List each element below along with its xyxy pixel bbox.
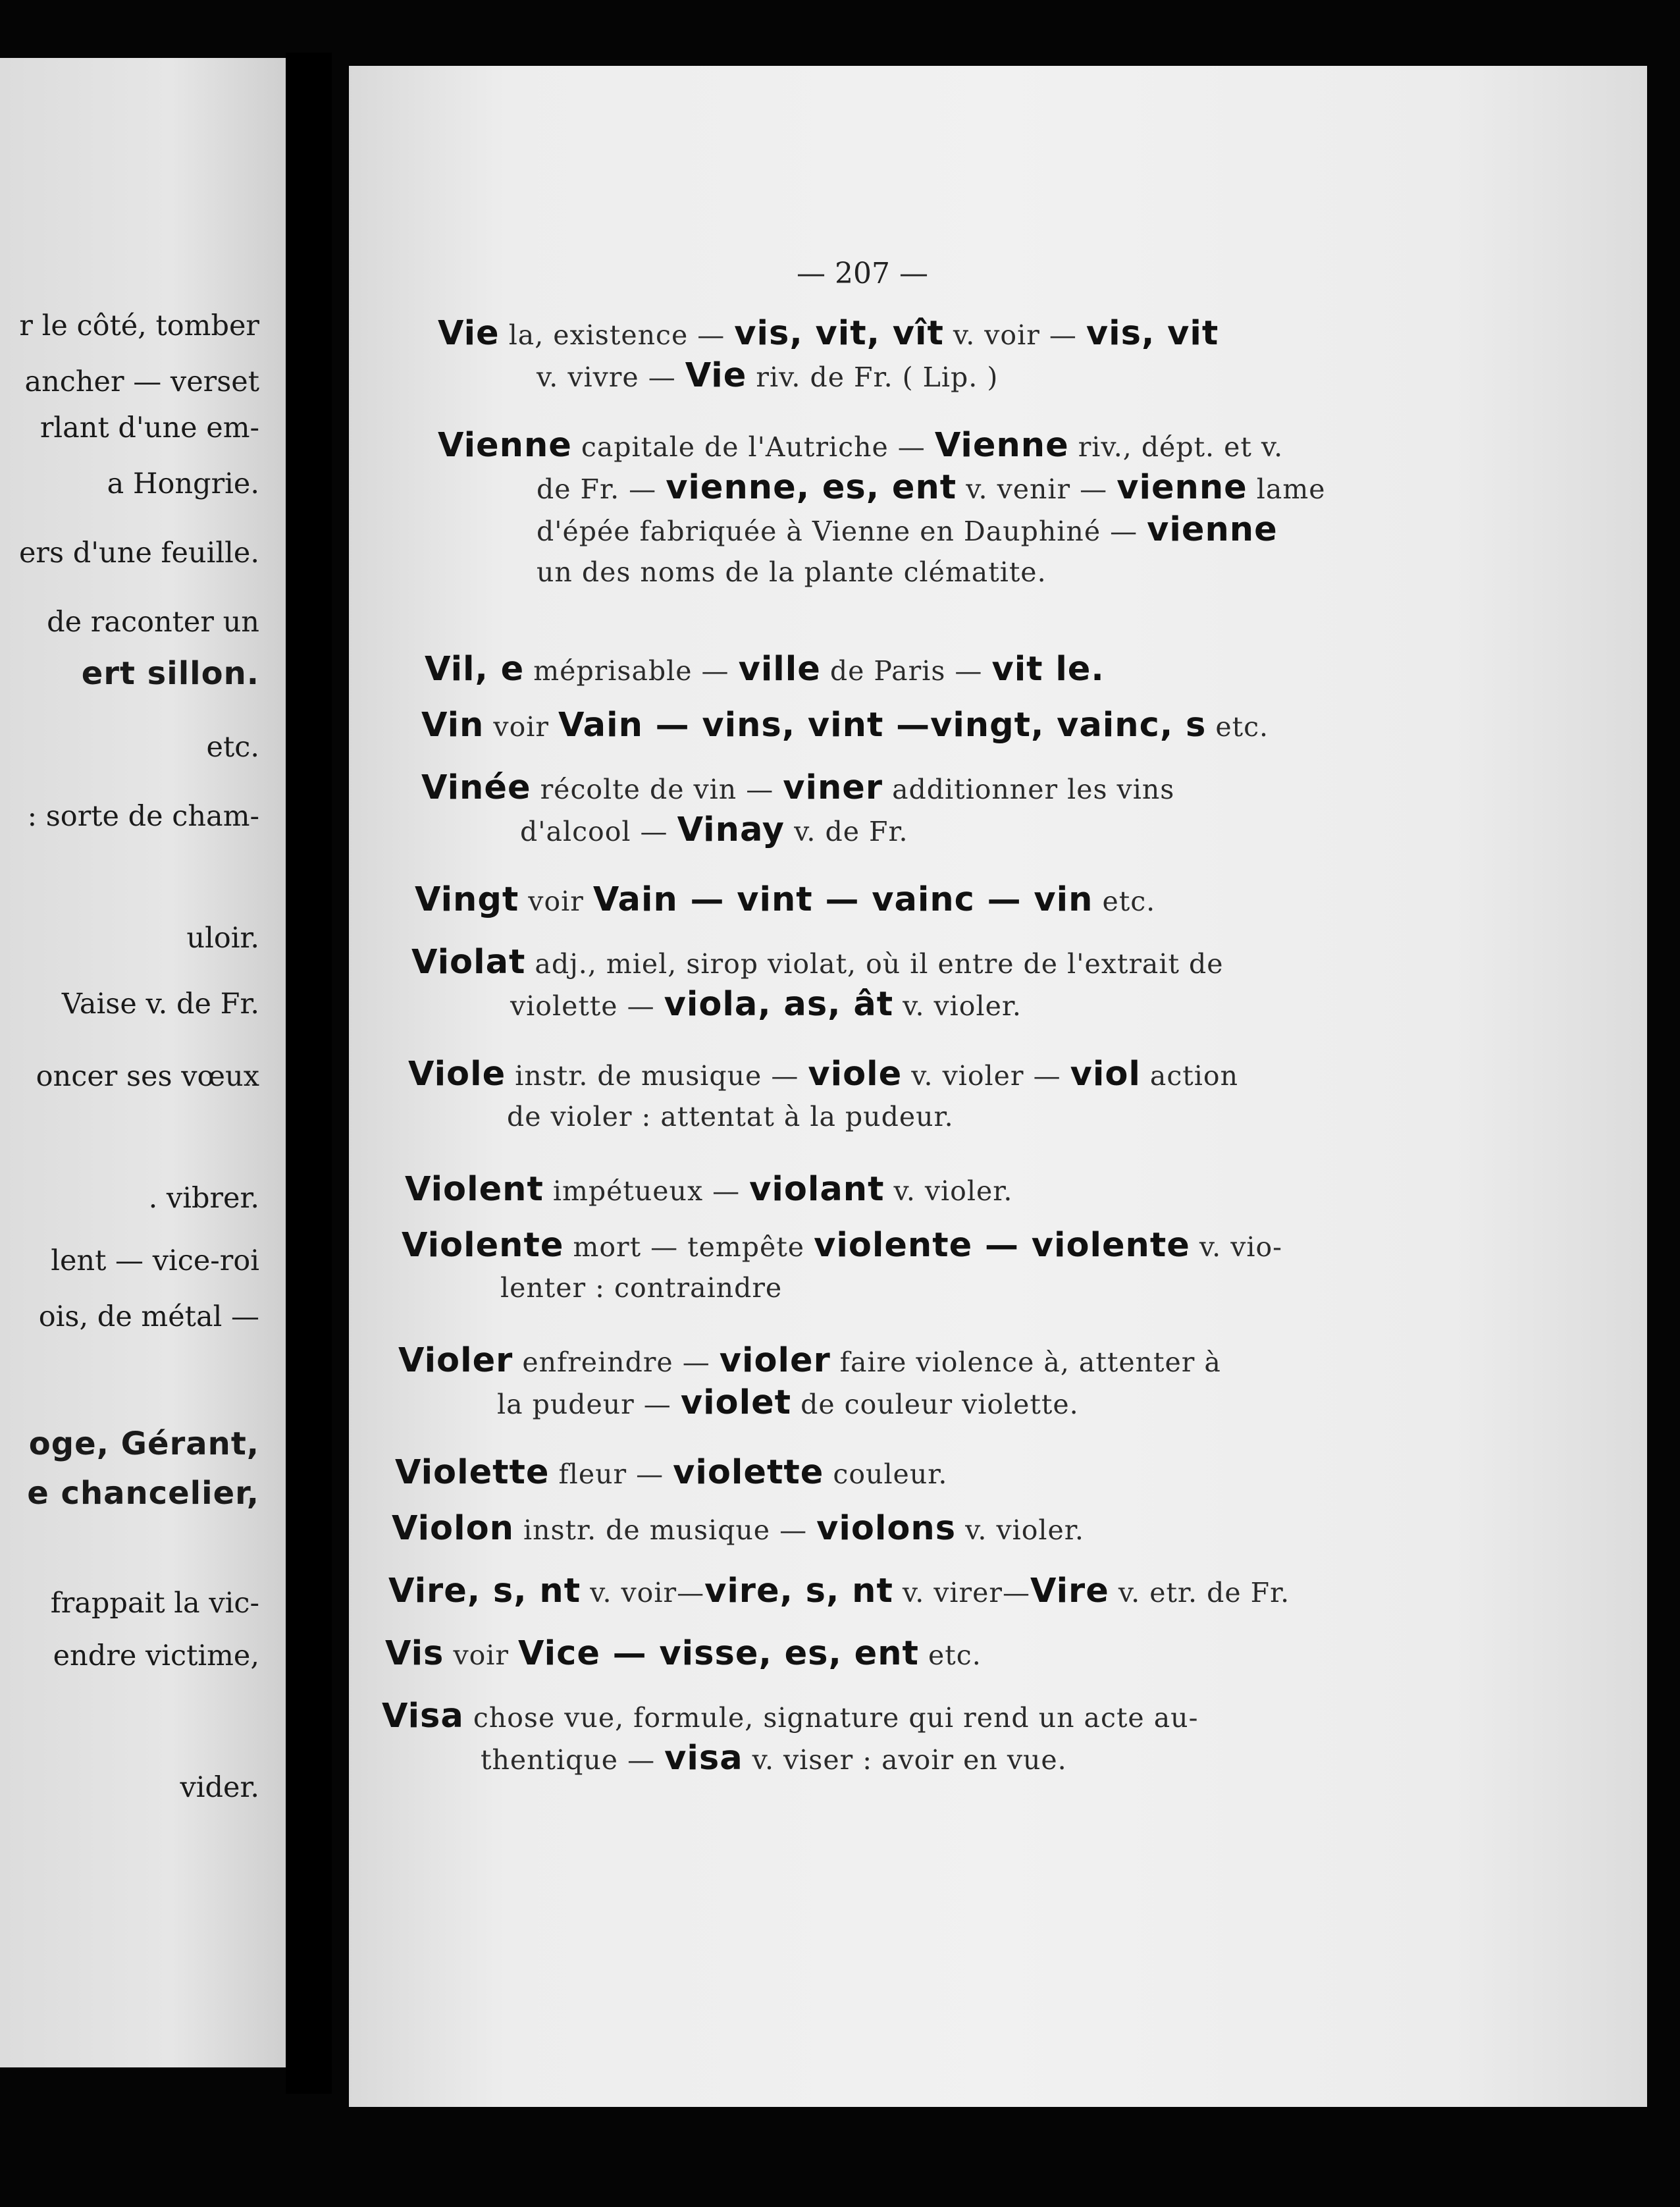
dictionary-entry (425, 649, 1386, 691)
headword: violant (749, 1170, 885, 1209)
definition-text: v. violer. (893, 990, 1022, 1022)
dictionary-entry (421, 767, 1382, 851)
entry-first-line (405, 1169, 1366, 1211)
definition-text: de Paris — (820, 655, 992, 687)
definition-text: v. viser : avoir en vue. (743, 1744, 1067, 1776)
left-page-line: vider. (180, 1771, 259, 1804)
dictionary-entry (385, 1633, 1346, 1675)
left-page-line: r le côté, tomber (19, 309, 259, 342)
headword: Vinay (677, 811, 785, 849)
entry-continuation-line (438, 355, 1399, 397)
headword: vienne (1147, 510, 1278, 549)
left-page-line: ert sillon. (81, 655, 259, 692)
entry-first-line (411, 942, 1373, 984)
definition-text: lenter : contraindre (500, 1272, 783, 1304)
book-spine (286, 53, 332, 2094)
dictionary-entry (405, 1169, 1366, 1211)
headword: Violette (395, 1453, 550, 1492)
definition-text: la, existence — (499, 319, 735, 351)
definition-text: riv., dépt. et v. (1068, 431, 1284, 463)
definition-text: méprisable — (524, 655, 739, 687)
headword: violette (673, 1453, 824, 1492)
definition-text: v. violer. (956, 1514, 1084, 1546)
definition-text: violette — (510, 990, 664, 1022)
headword: Vingt (415, 880, 519, 919)
definition-text: etc. (1093, 886, 1156, 917)
definition-text: couleur. (824, 1458, 948, 1490)
entry-continuation-line (438, 467, 1399, 509)
headword: Violat (411, 943, 526, 982)
dictionary-entry (382, 1695, 1343, 1780)
headword: vis, vit (1086, 314, 1219, 353)
entry-first-line (402, 1225, 1363, 1267)
left-page-line: oge, Gérant, (28, 1425, 259, 1462)
definition-text: voir (484, 711, 558, 743)
definition-text: thentique — (481, 1744, 665, 1776)
entry-first-line (392, 1508, 1353, 1550)
definition-text: riv. de Fr. ( Lip. ) (747, 361, 999, 393)
entry-first-line (385, 1633, 1346, 1675)
left-page-line: . vibrer. (148, 1182, 259, 1215)
left-page-line: : sorte de cham- (27, 800, 259, 833)
headword: Vice — visse, es, ent (518, 1634, 919, 1673)
headword: Viole (408, 1055, 506, 1094)
headword: Violent (405, 1170, 544, 1209)
headword: Vie (685, 356, 747, 395)
dictionary-entry (398, 1340, 1359, 1424)
headword: Vire (1030, 1572, 1109, 1610)
definition-text: lame (1247, 473, 1326, 505)
left-page-line: ancher — verset (24, 365, 259, 398)
entry-first-line (408, 1053, 1369, 1096)
entry-continuation-line (438, 551, 1399, 593)
headword: Visa (382, 1697, 464, 1736)
definition-text: d'épée fabriquée à Vienne en Dauphiné — (537, 516, 1147, 547)
headword: Vienne (934, 426, 1069, 465)
definition-text: v. violer. (884, 1175, 1013, 1207)
left-page-line: rlant d'une em- (39, 412, 259, 444)
entry-continuation-line (411, 984, 1373, 1026)
definition-text: d'alcool — (520, 816, 677, 847)
definition-text: impétueux — (543, 1175, 750, 1207)
dictionary-entry (438, 425, 1399, 593)
definition-text: mort — tempête (564, 1231, 814, 1263)
headword: Vain — vins, vint —vingt, vainc, s (558, 706, 1207, 745)
definition-text: v. venir — (957, 473, 1117, 505)
definition-text: additionner les vins (883, 774, 1175, 805)
definition-text: la pudeur — (497, 1389, 681, 1420)
entry-first-line (421, 767, 1382, 809)
entry-continuation-line (438, 509, 1399, 551)
definition-text: enfreindre — (513, 1346, 720, 1378)
dictionary-entry (411, 942, 1373, 1026)
left-page-line: Vaise v. de Fr. (61, 988, 259, 1021)
definition-text: faire violence à, attenter à (830, 1346, 1221, 1378)
headword: vire, s, nt (704, 1572, 893, 1610)
dictionary-entry (402, 1225, 1363, 1309)
headword: Violente (402, 1226, 564, 1265)
headword: viol (1070, 1055, 1141, 1094)
headword: visa (664, 1739, 743, 1778)
left-page-line: a Hongrie. (107, 467, 259, 500)
entry-continuation-line (402, 1267, 1363, 1309)
definition-text: voir (444, 1639, 519, 1671)
definition-text: instr. de musique — (513, 1514, 817, 1546)
entry-continuation-line (421, 809, 1382, 851)
dictionary-entry (392, 1508, 1353, 1550)
headword: violente — violente (814, 1226, 1190, 1265)
definition-text: instr. de musique — (506, 1060, 808, 1092)
headword: Vienne (438, 426, 572, 465)
left-page (0, 58, 286, 2067)
headword: Vie (438, 314, 500, 353)
definition-text: de couleur violette. (791, 1389, 1079, 1420)
definition-text: action (1140, 1060, 1238, 1092)
left-page-line: uloir. (186, 922, 259, 955)
headword: vit le. (991, 650, 1105, 689)
page-number: — 207 — (797, 257, 928, 290)
headword: Vis (385, 1634, 444, 1673)
definition-text: v. vivre — (537, 361, 685, 393)
left-page-line: oncer ses vœux (36, 1060, 259, 1093)
headword: vienne, es, ent (666, 468, 957, 507)
headword: viole (808, 1055, 903, 1094)
definition-text: v. de Fr. (785, 816, 908, 847)
dictionary-entry (438, 313, 1399, 397)
entry-continuation-line (398, 1382, 1359, 1424)
entry-continuation-line (382, 1738, 1343, 1780)
definition-text: v. voir — (943, 319, 1086, 351)
left-page-line: de raconter un (47, 606, 259, 639)
dictionary-entry (415, 879, 1376, 921)
definition-text: récolte de vin — (531, 774, 783, 805)
left-page-line: ois, de métal — (38, 1300, 259, 1333)
definition-text: un des noms de la plante clématite. (537, 556, 1047, 588)
entry-first-line (398, 1340, 1359, 1382)
dictionary-entry (388, 1570, 1350, 1612)
entry-first-line (438, 313, 1399, 355)
headword: Vil, e (425, 650, 525, 689)
left-page-line: frappait la vic- (50, 1587, 259, 1620)
headword: Vin (421, 706, 485, 745)
definition-text: capitale de l'Autriche — (571, 431, 935, 463)
left-page-line: lent — vice-roi (51, 1244, 259, 1277)
dictionary-entry (421, 705, 1382, 747)
entry-first-line (425, 649, 1386, 691)
entry-first-line (382, 1695, 1343, 1738)
definition-text: v. violer — (902, 1060, 1070, 1092)
dictionary-entry (408, 1053, 1369, 1138)
definition-text: v. vio- (1190, 1231, 1283, 1263)
entry-continuation-line (408, 1096, 1369, 1138)
headword: violer (719, 1341, 831, 1380)
right-page (349, 66, 1647, 2107)
definition-text: etc. (918, 1639, 982, 1671)
definition-text: v. virer— (893, 1577, 1030, 1609)
definition-text: v. etr. de Fr. (1109, 1577, 1290, 1609)
headword: Violon (392, 1509, 514, 1548)
headword: viner (783, 768, 883, 807)
definition-text: chose vue, formule, signature qui rend un acte au- (463, 1702, 1199, 1734)
left-page-line: etc. (206, 731, 259, 764)
headword: violet (680, 1383, 792, 1422)
definition-text: de violer : attentat à la pudeur. (507, 1101, 954, 1132)
dictionary-entry (395, 1452, 1356, 1494)
headword: violons (816, 1509, 957, 1548)
definition-text: voir (519, 886, 593, 917)
entry-first-line (438, 425, 1399, 467)
entry-first-line (415, 879, 1376, 921)
entry-first-line (388, 1570, 1350, 1612)
entry-first-line (421, 705, 1382, 747)
definition-text: adj., miel, sirop violat, où il entre de l'extrait de (525, 948, 1224, 980)
headword: vienne (1116, 468, 1247, 507)
headword: vis, vit, vît (734, 314, 944, 353)
left-page-line: ers d'une feuille. (18, 537, 259, 570)
definition-text: de Fr. — (537, 473, 666, 505)
headword: Vain — vint — vainc — vin (592, 880, 1093, 919)
definition-text: etc. (1206, 711, 1269, 743)
headword: Vinée (421, 768, 531, 807)
left-page-line: e chancelier, (27, 1475, 259, 1512)
entry-first-line (395, 1452, 1356, 1494)
definition-text: fleur — (549, 1458, 673, 1490)
definition-text: v. voir— (581, 1577, 705, 1609)
left-page-line: endre victime, (53, 1639, 259, 1672)
headword: ville (738, 650, 821, 689)
headword: viola, as, ât (664, 985, 894, 1024)
headword: Violer (398, 1341, 513, 1380)
headword: Vire, s, nt (388, 1572, 581, 1610)
